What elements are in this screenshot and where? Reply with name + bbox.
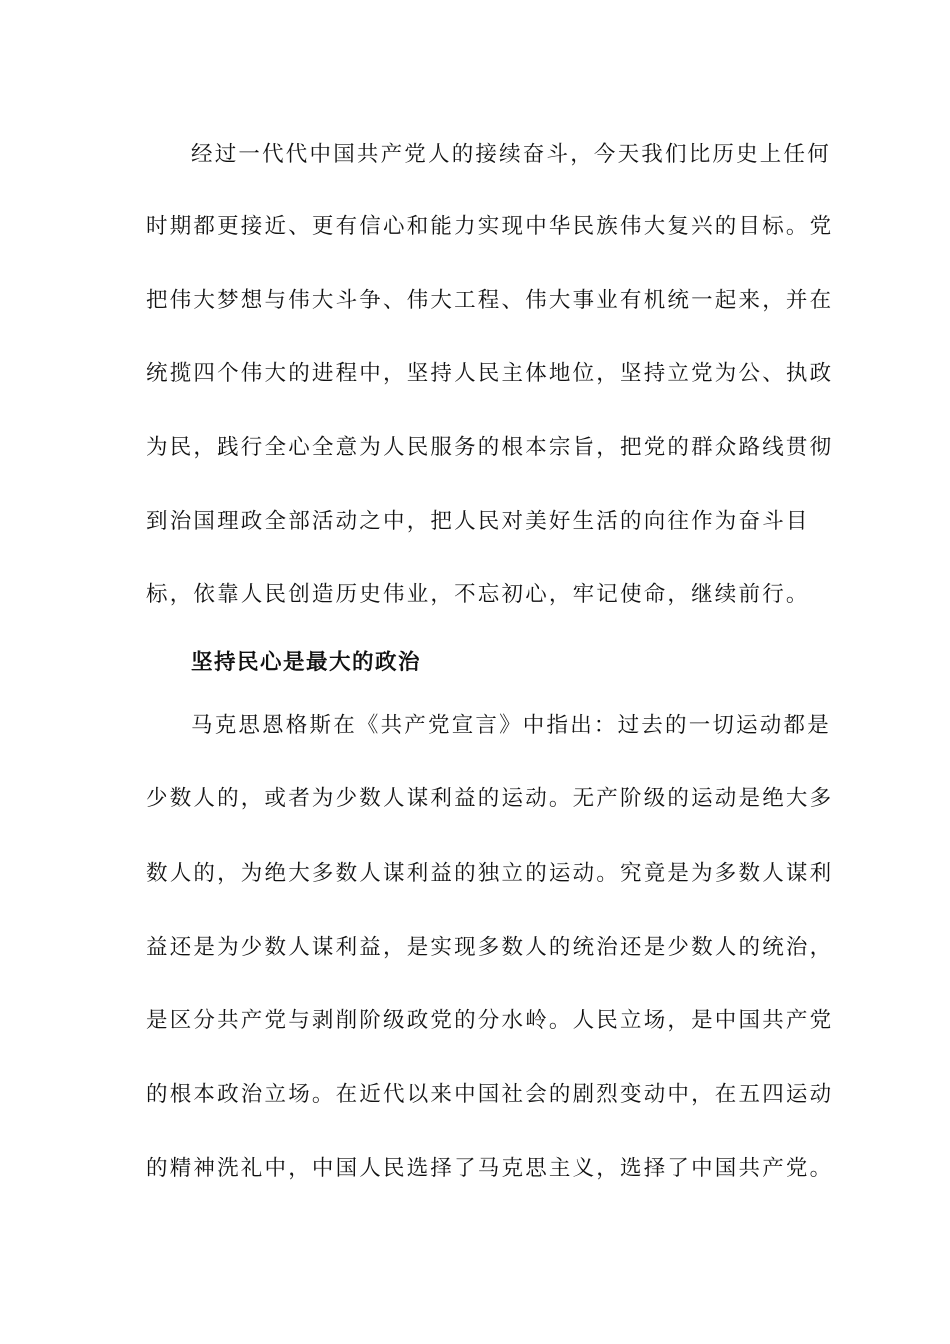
paragraph-1-line-5: 为民，践行全心全意为人民服务的根本宗旨，把党的群众路线贯彻	[146, 435, 834, 460]
paragraph-1-line-7: 标，依靠人民创造历史伟业，不忘初心，牢记使命，继续前行。	[146, 582, 810, 607]
paragraph-2-line-4: 益还是为少数人谋利益，是实现多数人的统治还是少数人的统治，	[146, 935, 834, 960]
paragraph-1-line-1: 经过一代代中国共产党人的接续奋斗，今天我们比历史上任何	[191, 142, 831, 167]
paragraph-1-line-6: 到治国理政全部活动之中，把人民对美好生活的向往作为奋斗目	[146, 509, 810, 534]
paragraph-2-line-3: 数人的，为绝大多数人谋利益的独立的运动。究竟是为多数人谋利	[146, 861, 834, 886]
paragraph-2-line-6: 的根本政治立场。在近代以来中国社会的剧烈变动中，在五四运动	[146, 1082, 834, 1107]
paragraph-2-line-5: 是区分共产党与剥削阶级政党的分水岭。人民立场，是中国共产党	[146, 1008, 834, 1033]
paragraph-1-line-2: 时期都更接近、更有信心和能力实现中华民族伟大复兴的目标。党	[146, 214, 834, 239]
paragraph-1-line-3: 把伟大梦想与伟大斗争、伟大工程、伟大事业有机统一起来，并在	[146, 288, 834, 313]
paragraph-2-line-2: 少数人的，或者为少数人谋利益的运动。无产阶级的运动是绝大多	[146, 786, 834, 811]
paragraph-2-line-7: 的精神洗礼中，中国人民选择了马克思主义，选择了中国共产党。	[146, 1156, 834, 1181]
paragraph-2-line-1: 马克思恩格斯在《共产党宣言》中指出：过去的一切运动都是	[191, 713, 831, 738]
section-heading: 坚持民心是最大的政治	[191, 650, 422, 675]
paragraph-1-line-4: 统揽四个伟大的进程中，坚持人民主体地位，坚持立党为公、执政	[146, 361, 834, 386]
